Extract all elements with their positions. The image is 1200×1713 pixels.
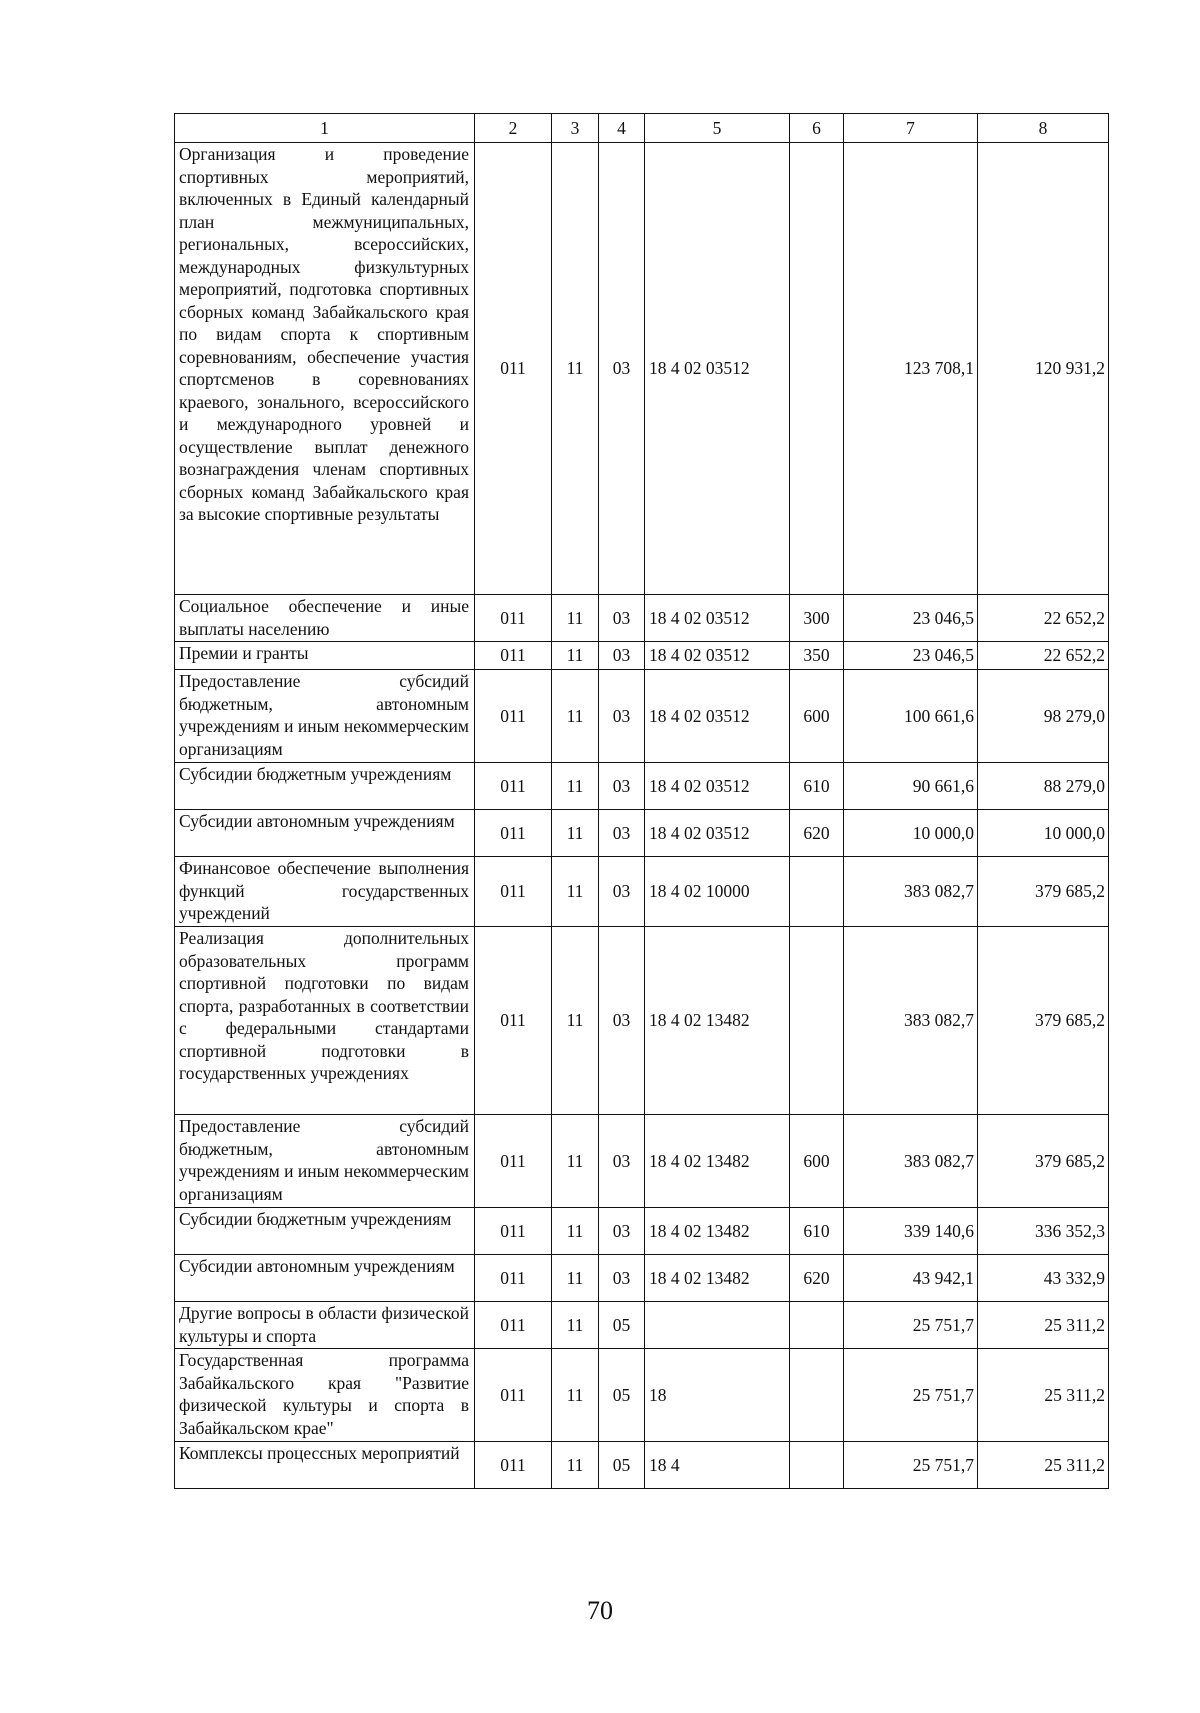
expense-type-code [790,857,844,927]
row-name: Премии и гранты [175,642,475,670]
admin-code: 011 [475,857,552,927]
subsection-code: 03 [599,642,645,670]
target-article-code: 18 4 02 03512 [645,810,790,857]
table-row [175,810,1109,857]
section-code: 11 [552,1208,599,1255]
admin-code: 011 [475,927,552,1115]
table-row [175,857,1109,927]
table-row [175,1442,1109,1489]
header-col-1: 1 [175,114,475,143]
amount-col-8: 379 685,2 [978,857,1109,927]
amount-col-8: 22 652,2 [978,595,1109,642]
amount-col-7: 339 140,6 [844,1208,978,1255]
table-row [175,1302,1109,1349]
target-article-code: 18 4 02 13482 [645,1208,790,1255]
target-article-code: 18 4 02 03512 [645,595,790,642]
section-code: 11 [552,1302,599,1349]
section-code: 11 [552,143,599,595]
subsection-code: 05 [599,1442,645,1489]
admin-code: 011 [475,1442,552,1489]
expense-type-code: 600 [790,670,844,763]
row-name: Субсидии бюджетным учреждениям [175,1208,475,1255]
table-row [175,927,1109,1115]
row-name: Субсидии автономным учреждениям [175,1255,475,1302]
amount-col-7: 123 708,1 [844,143,978,595]
subsection-code: 03 [599,857,645,927]
header-col-5: 5 [645,114,790,143]
header-col-4: 4 [599,114,645,143]
target-article-code: 18 4 02 03512 [645,670,790,763]
amount-col-7: 23 046,5 [844,595,978,642]
admin-code: 011 [475,810,552,857]
row-name: Субсидии автономным учреждениям [175,810,475,857]
amount-col-7: 90 661,6 [844,763,978,810]
page-number: 70 [587,1596,613,1625]
amount-col-8: 25 311,2 [978,1442,1109,1489]
target-article-code: 18 4 02 13482 [645,1115,790,1208]
target-article-code: 18 4 [645,1442,790,1489]
table-row [175,670,1109,763]
subsection-code: 03 [599,143,645,595]
section-code: 11 [552,642,599,670]
amount-col-7: 100 661,6 [844,670,978,763]
header-col-3: 3 [552,114,599,143]
subsection-code: 03 [599,763,645,810]
row-name: Реализация дополнительных образовательных программ спортивной подготовки по видам спорта, разработанных в соответствии с федеральными стандартами спортивной подготовки в государственных учреждениях [175,927,475,1115]
table-row [175,1208,1109,1255]
admin-code: 011 [475,1255,552,1302]
row-name: Субсидии бюджетным учреждениям [175,763,475,810]
header-col-2: 2 [475,114,552,143]
amount-col-7: 25 751,7 [844,1302,978,1349]
expense-type-code: 610 [790,763,844,810]
amount-col-8: 336 352,3 [978,1208,1109,1255]
budget-table [174,113,1109,1489]
amount-col-7: 25 751,7 [844,1442,978,1489]
amount-col-8: 25 311,2 [978,1302,1109,1349]
subsection-code: 03 [599,1115,645,1208]
admin-code: 011 [475,763,552,810]
amount-col-7: 10 000,0 [844,810,978,857]
amount-col-7: 383 082,7 [844,857,978,927]
subsection-code: 03 [599,1255,645,1302]
target-article-code: 18 [645,1349,790,1442]
row-name: Финансовое обеспечение выполнения функций государственных учреждений [175,857,475,927]
admin-code: 011 [475,143,552,595]
target-article-code: 18 4 02 03512 [645,763,790,810]
row-name: Государственная программа Забайкальского края "Развитие физической культуры и спорта в Забайкальском крае" [175,1349,475,1442]
section-code: 11 [552,927,599,1115]
amount-col-7: 23 046,5 [844,642,978,670]
row-name: Другие вопросы в области физической культуры и спорта [175,1302,475,1349]
subsection-code: 03 [599,810,645,857]
table-row [175,595,1109,642]
row-name: Комплексы процессных мероприятий [175,1442,475,1489]
subsection-code: 03 [599,595,645,642]
target-article-code: 18 4 02 03512 [645,143,790,595]
section-code: 11 [552,1349,599,1442]
row-name: Социальное обеспечение и иные выплаты населению [175,595,475,642]
expense-type-code: 300 [790,595,844,642]
admin-code: 011 [475,1302,552,1349]
expense-type-code [790,1302,844,1349]
amount-col-8: 379 685,2 [978,927,1109,1115]
header-col-7: 7 [844,114,978,143]
expense-type-code: 620 [790,810,844,857]
subsection-code: 03 [599,670,645,763]
table-row [175,642,1109,670]
subsection-code: 05 [599,1349,645,1442]
section-code: 11 [552,1442,599,1489]
expense-type-code: 600 [790,1115,844,1208]
admin-code: 011 [475,1115,552,1208]
target-article-code: 18 4 02 03512 [645,642,790,670]
target-article-code: 18 4 02 13482 [645,1255,790,1302]
table-row [175,143,1109,595]
section-code: 11 [552,595,599,642]
amount-col-8: 22 652,2 [978,642,1109,670]
admin-code: 011 [475,1349,552,1442]
target-article-code [645,1302,790,1349]
section-code: 11 [552,763,599,810]
target-article-code: 18 4 02 13482 [645,927,790,1115]
section-code: 11 [552,1255,599,1302]
table-row [175,1115,1109,1208]
section-code: 11 [552,1115,599,1208]
amount-col-8: 120 931,2 [978,143,1109,595]
expense-type-code: 610 [790,1208,844,1255]
row-name: Предоставление субсидий бюджетным, автономным учреждениям и иным некоммерческим организациям [175,670,475,763]
header-col-6: 6 [790,114,844,143]
section-code: 11 [552,810,599,857]
expense-type-code: 620 [790,1255,844,1302]
admin-code: 011 [475,1208,552,1255]
row-name: Организация и проведение спортивных мероприятий, включенных в Единый календарный план межмуниципальных, региональных, всероссийских, международных физкультурных мероприятий, подготовка спортивных сборных команд Забайкальского края по видам спорта к спортивным соревнованиям, обеспечение участия спортсменов в соревнованиях краевого, зонального, всероссийского и международного уровней и осуществление выплат денежного вознаграждения членам спортивных сборных команд Забайкальского края за высокие спортивные результаты [175,143,475,595]
section-code: 11 [552,670,599,763]
expense-type-code [790,143,844,595]
expense-type-code [790,1349,844,1442]
amount-col-8: 88 279,0 [978,763,1109,810]
expense-type-code [790,1442,844,1489]
subsection-code: 05 [599,1302,645,1349]
amount-col-7: 383 082,7 [844,1115,978,1208]
admin-code: 011 [475,642,552,670]
admin-code: 011 [475,595,552,642]
table-row [175,763,1109,810]
admin-code: 011 [475,670,552,763]
amount-col-7: 43 942,1 [844,1255,978,1302]
row-name: Предоставление субсидий бюджетным, автономным учреждениям и иным некоммерческим организациям [175,1115,475,1208]
amount-col-8: 10 000,0 [978,810,1109,857]
table-row [175,1255,1109,1302]
table-row [175,1349,1109,1442]
expense-type-code: 350 [790,642,844,670]
header-col-8: 8 [978,114,1109,143]
amount-col-8: 43 332,9 [978,1255,1109,1302]
target-article-code: 18 4 02 10000 [645,857,790,927]
header-row [175,114,1109,143]
amount-col-8: 25 311,2 [978,1349,1109,1442]
amount-col-7: 25 751,7 [844,1349,978,1442]
amount-col-7: 383 082,7 [844,927,978,1115]
amount-col-8: 379 685,2 [978,1115,1109,1208]
section-code: 11 [552,857,599,927]
expense-type-code [790,927,844,1115]
amount-col-8: 98 279,0 [978,670,1109,763]
subsection-code: 03 [599,1208,645,1255]
subsection-code: 03 [599,927,645,1115]
